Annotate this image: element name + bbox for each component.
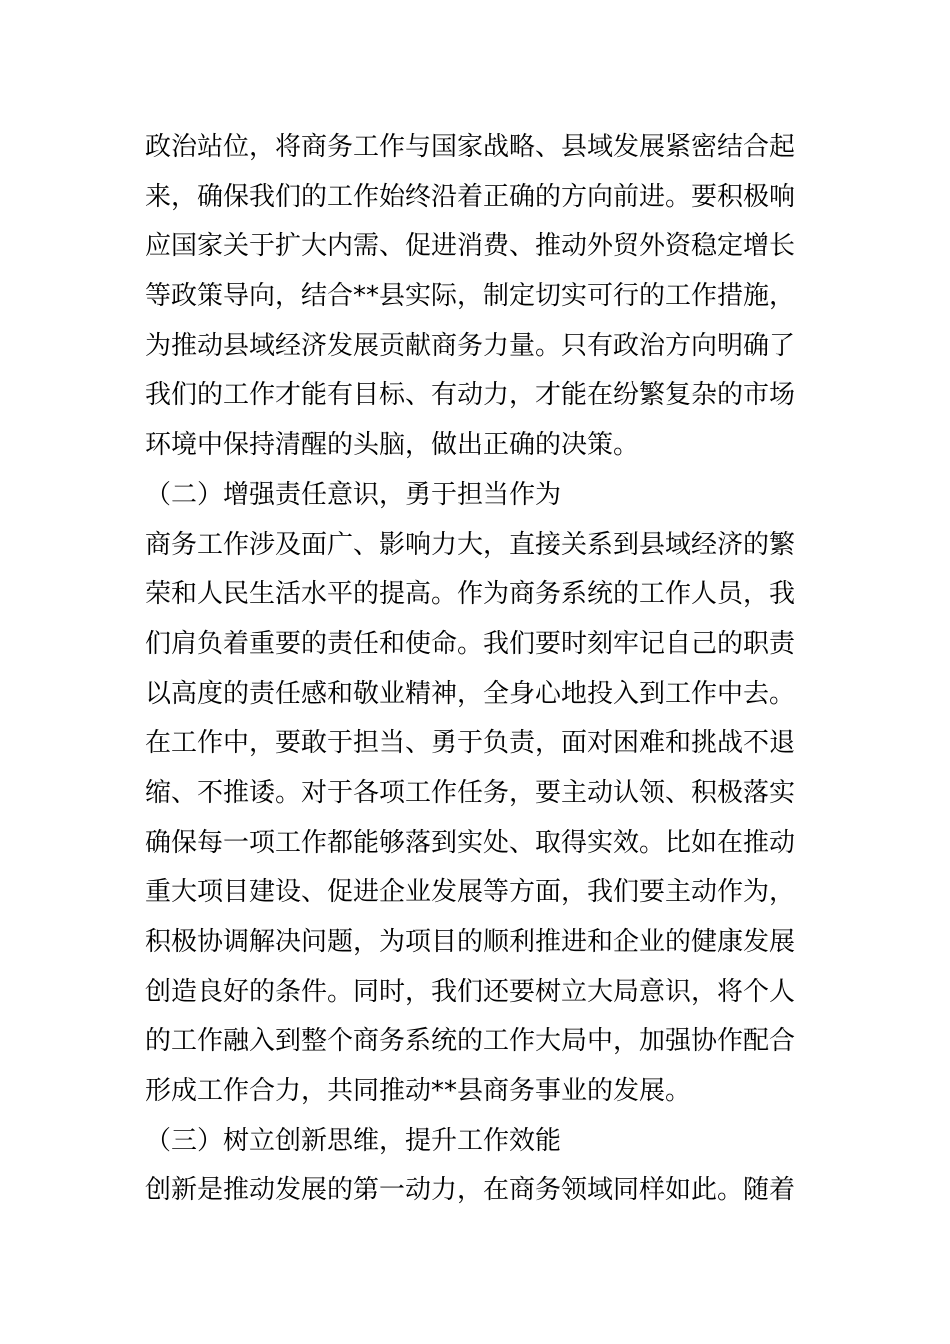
section-heading: （三）树立创新思维，提升工作效能 (145, 1125, 562, 1156)
text-line: 以高度的责任感和敬业精神，全身心地投入到工作中去。 (145, 678, 796, 709)
text-line: 们肩负着重要的责任和使命。我们要时刻牢记自己的职责 (145, 628, 796, 659)
text-line: 积极协调解决问题，为项目的顺利推进和企业的健康发展 (145, 927, 796, 957)
text-line: 商务工作涉及面广、影响力大，直接关系到县域经济的繁 (145, 529, 796, 560)
section-heading: （二）增强责任意识，勇于担当作为 (145, 479, 562, 510)
text-line: 形成工作合力，共同推动**县商务事业的发展。 (145, 1076, 692, 1107)
text-line: 我们的工作才能有目标、有动力，才能在纷繁复杂的市场 (145, 380, 796, 411)
text-line: 的工作融入到整个商务系统的工作大局中，加强协作配合 (145, 1026, 796, 1057)
text-line: 重大项目建设、促进企业发展等方面，我们要主动作为， (145, 877, 796, 908)
text-line: 创造良好的条件。同时，我们还要树立大局意识，将个人 (145, 976, 796, 1007)
text-line: 荣和人民生活水平的提高。作为商务系统的工作人员，我 (145, 579, 796, 610)
text-line: 确保每一项工作都能够落到实处、取得实效。比如在推动 (145, 827, 796, 858)
text-line: 政治站位，将商务工作与国家战略、县域发展紧密结合起 (145, 132, 796, 162)
text-line: 应国家关于扩大内需、促进消费、推动外贸外资稳定增长 (145, 231, 796, 262)
text-line: 等政策导向，结合**县实际，制定切实可行的工作措施， (145, 281, 796, 312)
text-line: 在工作中，要敢于担当、勇于负责，面对困难和挑战不退 (145, 728, 796, 759)
text-line: 环境中保持清醒的头脑，做出正确的决策。 (145, 430, 640, 461)
text-line: 缩、不推诿。对于各项工作任务，要主动认领、积极落实 (145, 777, 796, 808)
text-line: 为推动县域经济发展贡献商务力量。只有政治方向明确了 (145, 330, 796, 361)
text-line: 创新是推动发展的第一动力，在商务领域同样如此。随着 (145, 1175, 796, 1206)
text-line: 来，确保我们的工作始终沿着正确的方向前进。要积极响 (145, 181, 796, 212)
body-text (145, 123, 815, 1216)
